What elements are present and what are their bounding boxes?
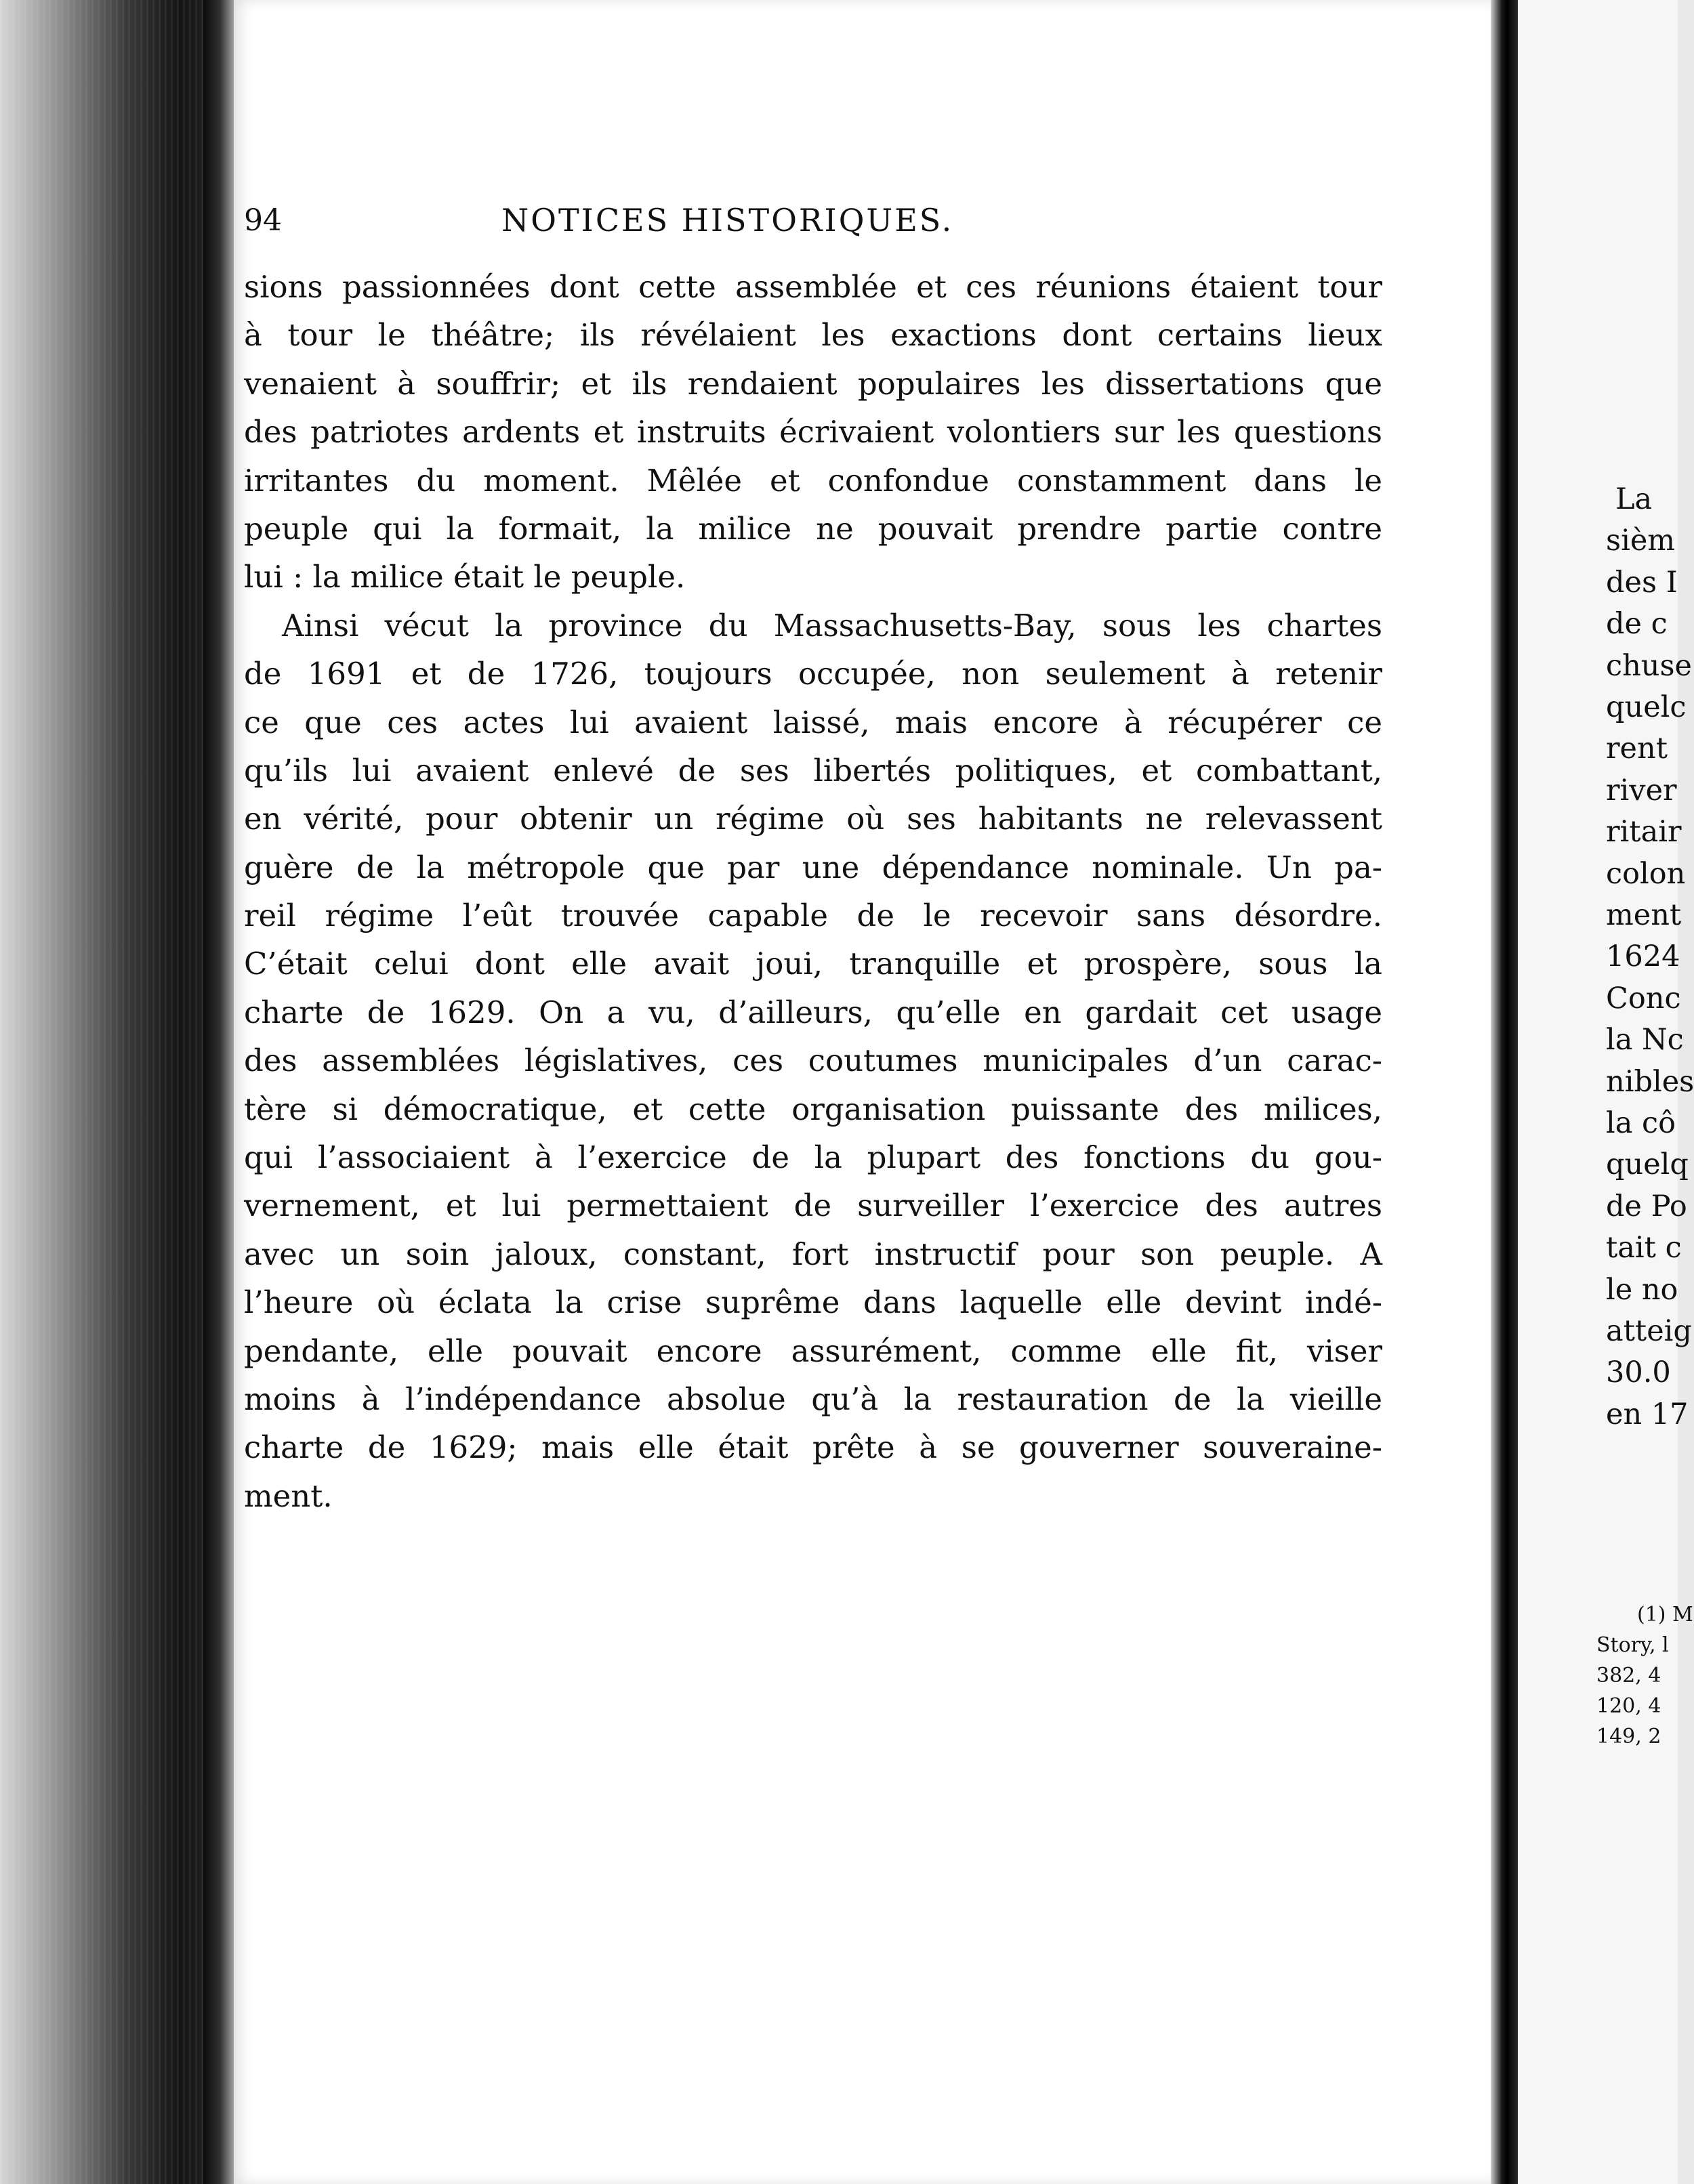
facing-page-text: [1518, 0, 1694, 2184]
text-line: charte de 1629. On a vu, d’ailleurs, qu’elle en gardait cet usage: [244, 994, 1382, 1030]
text-line: l’heure où éclata la crise suprême dans laquelle elle devint indé-: [244, 1284, 1382, 1321]
facing-text-line: ritair: [1606, 815, 1682, 849]
facing-footnote-line: 382, 4: [1596, 1664, 1661, 1687]
text-line: peuple qui la formait, la milice ne pouvait prendre partie contre: [244, 510, 1382, 547]
facing-footnote-line: 149, 2: [1596, 1725, 1661, 1748]
text-line: C’était celui dont elle avait joui, tranquille et prospère, sous la: [244, 946, 1382, 982]
facing-text-line: colon: [1606, 856, 1686, 891]
body-text: [244, 263, 1382, 1520]
facing-text-line: la Nc: [1606, 1023, 1684, 1057]
facing-text-line: sièm: [1606, 524, 1676, 558]
paragraph-2: [244, 602, 1382, 1520]
facing-text-line: tait c: [1606, 1231, 1682, 1265]
page-stack-shadow: [203, 0, 237, 2184]
text-line: reil régime l’eût trouvée capable de le recevoir sans désordre.: [244, 898, 1382, 934]
facing-text-line: atteig: [1606, 1314, 1692, 1348]
facing-text-line: le no: [1606, 1272, 1678, 1307]
book-binding-edge: [0, 0, 230, 2184]
text-line: ce que ces actes lui avaient laissé, mais encore à récupérer ce: [244, 704, 1382, 740]
text-line: à tour le théâtre; ils révélaient les exactions dont certains lieux: [244, 317, 1382, 354]
facing-text-line: en 17: [1606, 1397, 1689, 1431]
text-line: ment.: [244, 1477, 333, 1514]
text-line: des assemblées législatives, ces coutumes municipales d’un carac-: [244, 1043, 1382, 1079]
paragraph-1: [244, 263, 1382, 602]
text-line: moins à l’indépendance absolue qu’à la restauration de la vieille: [244, 1381, 1382, 1417]
facing-footnote-line: Story, l: [1596, 1633, 1669, 1657]
facing-text-line: nibles: [1606, 1064, 1694, 1099]
text-line: venaient à souffrir; et ils rendaient populaires les dissertations que: [244, 365, 1382, 402]
facing-footnote-line: 120, 4: [1596, 1694, 1661, 1718]
book-gutter: [1491, 0, 1518, 2184]
text-line: avec un soin jaloux, constant, fort instructif pour son peuple. A: [244, 1236, 1382, 1272]
text-line: pendante, elle pouvait encore assurément, comme elle fit, viser: [244, 1332, 1382, 1369]
facing-text-line: chuse: [1606, 648, 1692, 683]
text-line: tère si démocratique, et cette organisation puissante des milices,: [244, 1091, 1382, 1127]
facing-text-line: des I: [1606, 565, 1678, 600]
page-number: 94: [244, 203, 282, 238]
facing-text-line: quelc: [1606, 690, 1687, 724]
facing-text-line: 30.0: [1606, 1356, 1671, 1390]
text-line: lui : la milice était le peuple.: [244, 559, 686, 595]
facing-text-line: de c: [1606, 607, 1668, 642]
facing-text-line: ment: [1606, 898, 1682, 932]
text-line: vernement, et lui permettaient de surveiller l’exercice des autres: [244, 1188, 1382, 1224]
facing-page: [1518, 0, 1694, 2184]
text-line: Ainsi vécut la province du Massachusetts-Bay, sous les chartes: [282, 607, 1382, 644]
facing-text-line: de Po: [1606, 1189, 1687, 1223]
facing-text-line: Conc: [1606, 981, 1681, 1015]
text-line: qui l’associaient à l’exercice de la plupart des fonctions du gou-: [244, 1139, 1382, 1176]
text-line: irritantes du moment. Mêlée et confondue constamment dans le: [244, 462, 1382, 499]
text-line: sions passionnées dont cette assemblée et ces réunions étaient tour: [244, 269, 1382, 305]
facing-footnote-line: (1) M: [1637, 1603, 1693, 1626]
text-line: qu’ils lui avaient enlevé de ses libertés politiques, et combattant,: [244, 752, 1382, 789]
text-line: en vérité, pour obtenir un régime où ses habitants ne relevassent: [244, 801, 1382, 837]
text-line: de 1691 et de 1726, toujours occupée, non seulement à retenir: [244, 656, 1382, 692]
text-line: des patriotes ardents et instruits écrivaient volontiers sur les questions: [244, 414, 1382, 450]
running-head: NOTICES HISTORIQUES.: [501, 202, 954, 238]
facing-text-line: rent: [1606, 732, 1668, 766]
text-line: guère de la métropole que par une dépendance nominale. Un pa-: [244, 849, 1382, 885]
text-line: charte de 1629; mais elle était prête à se gouverner souveraine-: [244, 1429, 1382, 1466]
facing-text-line: 1624: [1606, 940, 1680, 974]
facing-text-line: quelq: [1606, 1148, 1689, 1182]
facing-text-line: river: [1606, 773, 1677, 807]
facing-text-line: la cô: [1606, 1106, 1676, 1140]
facing-text-line: La: [1615, 482, 1653, 516]
